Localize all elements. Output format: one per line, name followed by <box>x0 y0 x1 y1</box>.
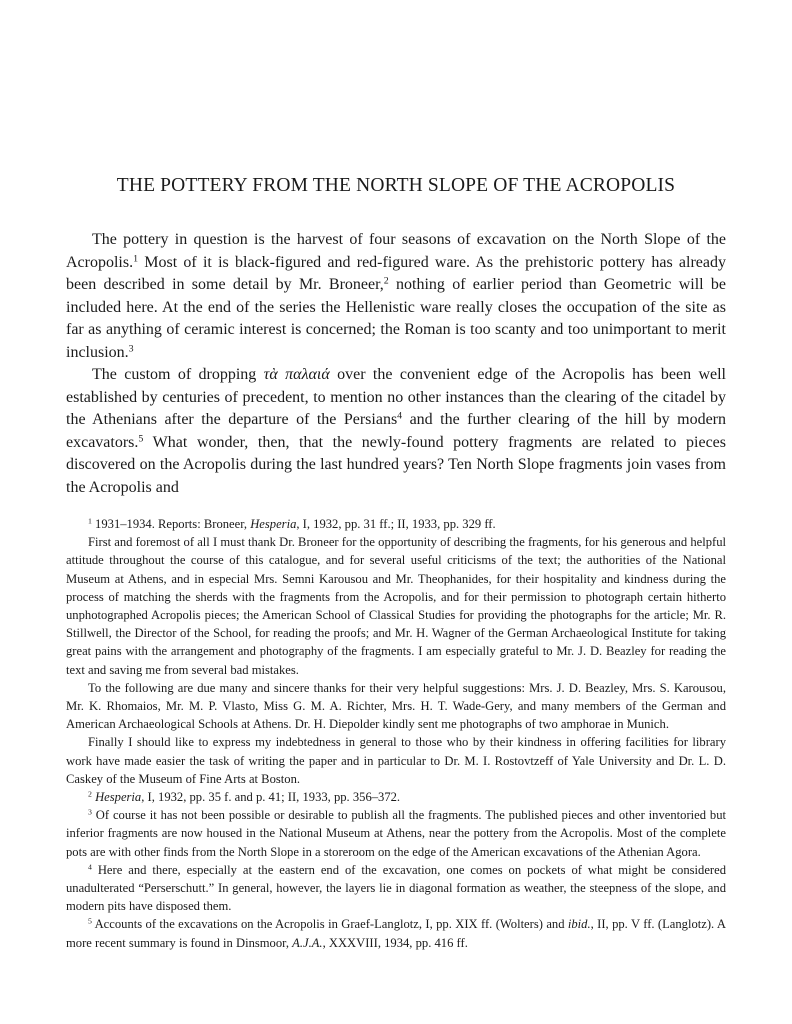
footnote-3 <box>66 806 726 861</box>
footnote-ref-5[interactable]: 5 <box>138 433 144 445</box>
footnote-4 <box>66 861 726 916</box>
footnote-ref-3[interactable]: 3 <box>128 343 134 355</box>
body-text <box>66 229 726 499</box>
body-p1-text-b: Most of it is black-figured and red-figured ware. As the prehistoric pottery has already been described in some detail by Mr. Broneer, <box>66 253 726 293</box>
greek-phrase: τὰ παλαιά <box>263 366 330 383</box>
body-p2-text-c: and the further clearing of the hill by modern excavators. <box>66 411 726 451</box>
footnote-5-mark: 5 <box>88 917 92 927</box>
footnote-5-journal: A.J.A. <box>292 935 323 950</box>
footnote-1-mark: 1 <box>88 516 92 526</box>
footnote-1-text-b: , I, 1932, pp. 31 ff.; II, 1933, pp. 329 ff. <box>296 517 496 531</box>
body-p2-text-d: What wonder, then, that the newly-found pottery fragments are related to pieces discovered on the Acropolis during the last hundred years? Ten North Slope fragments join vases from the Acropolis and <box>66 433 726 496</box>
footnote-2 <box>66 788 726 806</box>
footnote-2-mark: 2 <box>88 789 92 799</box>
footnote-ref-2[interactable]: 2 <box>383 275 389 287</box>
footnote-ref-1[interactable]: 1 <box>133 253 139 265</box>
body-p2-text-b: over the convenient edge of the Acropolis has been well established by centuries of precedent, to mention no other instances than the clearing of the citadel by the Athenians after the departure of the Persians <box>66 366 727 428</box>
footnote-4-text: Here and there, especially at the eastern end of the excavation, one comes on pockets of what might be considered unadulterated “Perserschutt.” In general, however, the layers lie in diagonal formation as weather, the steepness of the slope, and modern pits have disposed them. <box>66 862 726 914</box>
footnote-1-paragraph-4: Finally I should like to express my indebtedness in general to those who by their kindness in offering facilities for library work have made easier the task of writing the paper and in particular to Dr. M. I. Rostovtzeff of Yale University and Dr. L. D. Caskey of the Museum of Fine Arts at Boston. <box>66 735 726 786</box>
footnote-1-text-a: 1931–1934. Reports: Broneer, <box>91 517 251 531</box>
body-paragraph-2 <box>66 364 726 499</box>
body-p1-text-c: nothing of earlier period than Geometric will be included here. At the end of the series the Hellenistic ware really closes the occupation of the site as far as anything of ceramic interest is concerned; the Roman is too scanty and too unimportant to merit inclusion. <box>66 276 726 361</box>
footnote-3-text: Of course it has not been possible or desirable to publish all the fragments. The published pieces and other inventoried but inferior fragments are now housed in the National Museum at Athens, near the pottery from the Acropolis. Most of the complete pots are with other finds from the North Slope in a storeroom on the edge of the American excavations of the Athenian Agora. <box>66 808 726 859</box>
footnote-5-text-b: , II, pp. V ff. (Langlotz). A more recent summary is found in Dinsmoor, <box>66 917 726 950</box>
article-title: THE POTTERY FROM THE NORTH SLOPE OF THE ACROPOLIS <box>116 175 676 196</box>
footnote-1-paragraph-3: To the following are due many and sincere thanks for their very helpful suggestions: Mrs. J. D. Beazley, Mrs. S. Karousou, Mr. K. Rhomaios, Mr. M. P. Vlasto, Miss G. M. A. Richter, Mrs. H. T. Wade-Gery, and many members of the German and American Archaeological Schools at Athens. Dr. H. Diepolder kindly sent me photographs of two amphorae in Munich. <box>66 680 726 732</box>
footnote-4-mark: 4 <box>88 862 92 872</box>
footnote-5-text-c: , XXXVIII, 1934, pp. 416 ff. <box>322 935 468 950</box>
footnote-5-text-a: Accounts of the excavations on the Acropolis in Graef-Langlotz, I, pp. XIX ff. (Wolters) and <box>91 917 568 932</box>
footnote-3-mark: 3 <box>88 807 92 817</box>
body-p1-text-a: The pottery in question is the harvest of four seasons of excavation on the North Slope of the Acropolis. <box>66 231 726 271</box>
footnote-5 <box>66 915 726 951</box>
footnote-2-journal: Hesperia <box>95 790 142 805</box>
footnote-1 <box>66 515 726 533</box>
footnote-ref-4[interactable]: 4 <box>397 410 403 422</box>
footnote-1-journal: Hesperia <box>250 517 297 531</box>
footnote-5-ibid: ibid. <box>567 917 591 932</box>
footnotes <box>66 515 726 952</box>
footnote-2-text: , I, 1932, pp. 35 f. and p. 41; II, 1933, pp. 356–372. <box>141 790 401 805</box>
body-p2-text-a: The custom of dropping <box>92 366 264 383</box>
footnote-1-paragraph-2: First and foremost of all I must thank Dr. Broneer for the opportunity of describing the fragments, for his generous and helpful attitude throughout the course of this catalogue, and for several useful criticisms of the text; the authorities of the National Museum at Athens, and in especial Mrs. Semni Karousou and Mr. Theophanides, for their hospitality and kindness during the process of matching the sherds with the fragments from the Acropolis, and for their permission to photograph certain hitherto unphotographed Acropolis pieces; the American School of Classical Studies for providing the photographs for the article; Mr. R. Stillwell, the Director of the School, for reading the proofs; and Mr. H. Wagner of the German Archaeological Institute for taking great pains with the arrangement and photography of the fragments. I am especially grateful to Mr. J. D. Beazley for reading the text and saving me from several bad mistakes. <box>66 535 726 677</box>
body-paragraph-1 <box>66 229 726 364</box>
